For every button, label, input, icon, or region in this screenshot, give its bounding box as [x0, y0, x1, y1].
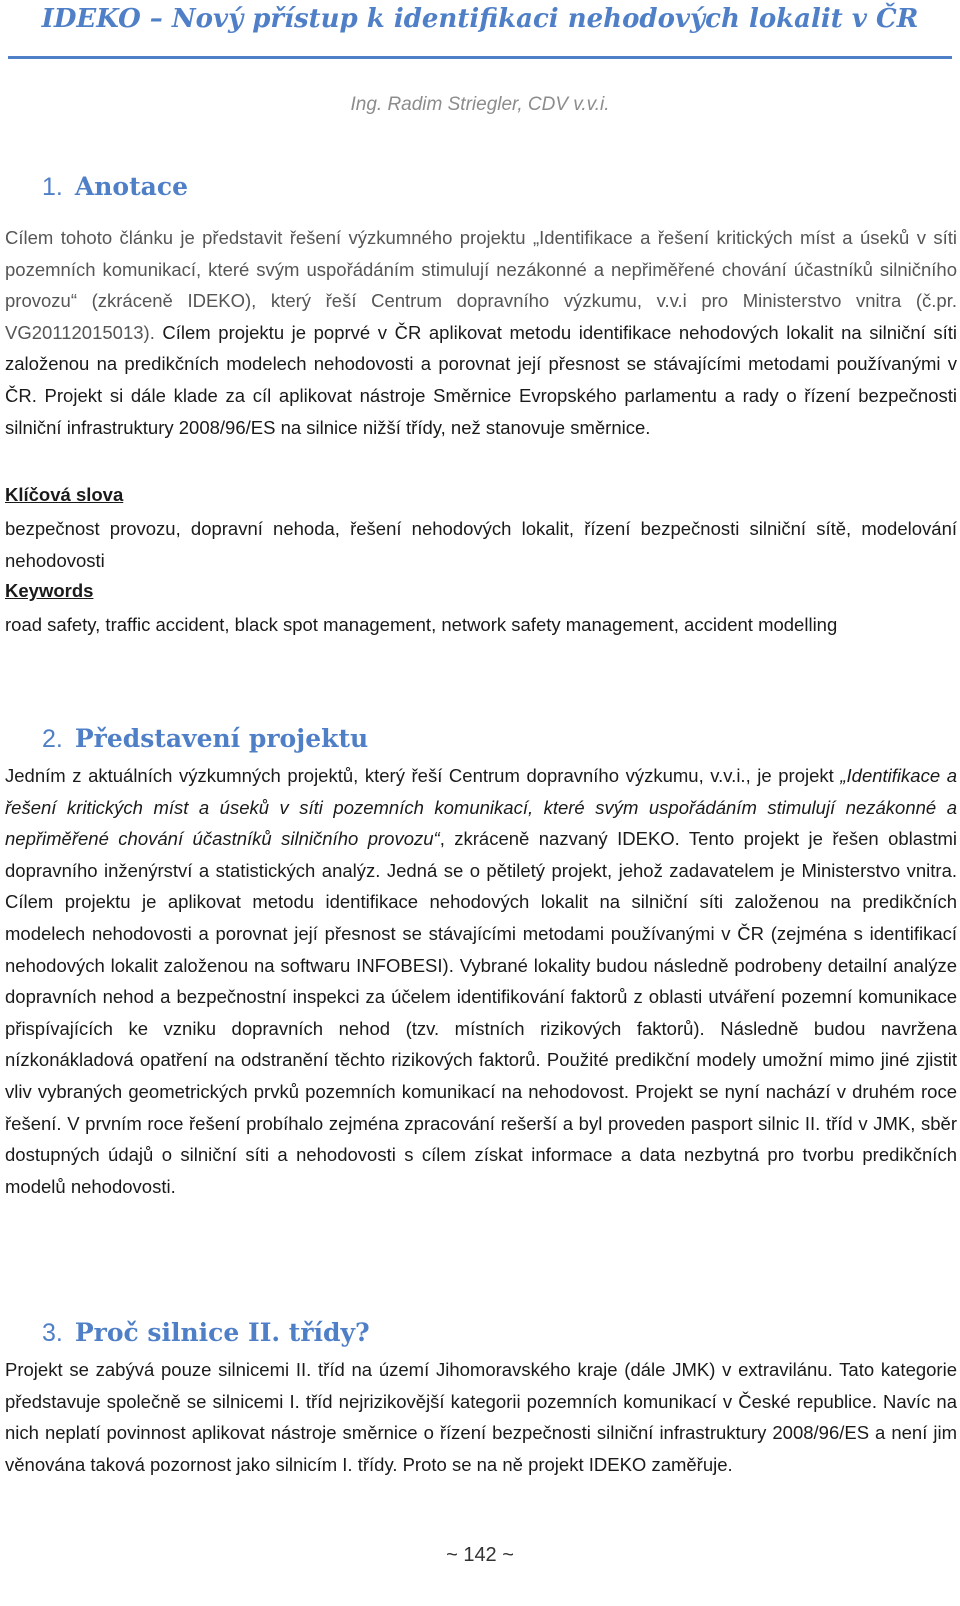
- section-heading-anotace: [42, 172, 188, 202]
- section-number: 1.: [42, 173, 63, 201]
- section-number: 3.: [42, 1319, 63, 1347]
- anotace-paragraph: [5, 222, 957, 443]
- predstaveni-text-intro: Jedním z aktuálních výzkumných projektů, který řeší Centrum dopravního výzkumu, v.v.i., je projekt: [5, 765, 841, 786]
- section-title: Anotace: [74, 172, 188, 201]
- proc-silnice-paragraph: Projekt se zabývá pouze silnicemi II. tříd na území Jihomoravského kraje (dále JMK) v extravilánu. Tato kategorie představuje společně se silnicemi I. tříd nejrizikovější kategorii pozemních komunikací v České republice. Navíc na nich neplatí povinnost aplikovat nástroje směrnice o řízení bezpečnosti silniční infrastruktury 2008/96/ES a není jim věnována taková pozornost jako silnicím I. třídy. Proto se na ně projekt IDEKO zaměřuje.: [5, 1359, 957, 1475]
- predstaveni-paragraph: [5, 760, 957, 1202]
- anotace-text-body: Cílem projektu je poprvé v ČR aplikovat metodu identifikace nehodových lokalit na silniční síti založenou na predikčních modelech nehodovosti a porovnat její přesnost se stávajícími metodami používanými v ČR. Projekt si dále klade za cíl aplikovat nástroje Směrnice Evropského parlamentu a rady o řízení bezpečnosti silniční infrastruktury 2008/96/ES na silnice nižší třídy, než stanovuje směrnice.: [5, 321, 957, 438]
- title-underline: [8, 56, 952, 59]
- predstaveni-text-body: , zkráceně nazvaný IDEKO. Tento projekt je řešen oblastmi dopravního inženýrství a statistických analýz. Jedná se o pětiletý projekt, jehož zadavatelem je Ministerstvo vnitra. Cílem projektu je aplikovat metodu identifikace nehodových lokalit na silniční síti založenou na predikčních modelech nehodovosti a porovnat její přesnost se stávajícími metodami používanými v ČR (zejména s identifikací nehodových lokalit založenou na softwaru INFOBESI). Vybrané lokality budou následně podrobeny detailní analýze dopravních nehod a bezpečnostní inspekci za účelem identifikování faktorů z oblasti utváření pozemní komunikace přispívajících ke vzniku dopravních nehod (tzv. místních rizikových faktorů). Následně budou navržena nízkonákladová opatření na odstranění těchto rizikových faktorů. Použité predikční modely umožní mimo jiné zjistit vliv vybraných geometrických prvků pozemních komunikací na nehodovost. Projekt se nyní nachází v druhém roce řešení. V prvním roce řešení probíhalo zejména zpracování rešerší a byl proveden pasport silnic II. tříd v JMK, sběr dostupných údajů o silniční síti a nehodovosti s cílem získat informace a data nezbytná pro tvorbu predikčních modelů nehodovosti.: [5, 828, 957, 1197]
- section-number: 2.: [42, 725, 63, 753]
- section-title: Představení projektu: [74, 724, 369, 753]
- project-full-name: „Identifikace a řešení kritických míst a úseků v síti pozemních komunikací, které svým uspořádáním stimulují nezákonné a nepřiměřené chování účastníků silničního provozu“: [5, 765, 957, 850]
- section-title: Proč silnice II. třídy?: [74, 1318, 370, 1347]
- keywords-en-label: Keywords: [5, 580, 94, 601]
- section-heading-proc-silnice: [42, 1318, 370, 1348]
- keywords-en-text: road safety, traffic accident, black spot management, network safety management, accident modelling: [5, 614, 838, 635]
- anotace-text-intro: Cílem tohoto článku je představit řešení výzkumného projektu „Identifikace a řešení kritických míst a úseků v síti pozemních komunikací, které svým uspořádáním stimulují nezákonné a nepřiměřené chování účastníků silničního provozu“ (zkráceně IDEKO), který řeší Centrum dopravního výzkumu, v.v.i pro Ministerstvo vnitra (č.pr. VG20112015013).: [5, 227, 957, 343]
- author-line: Ing. Radim Striegler, CDV v.v.i.: [350, 94, 610, 115]
- document-title: IDEKO – Nový přístup k identifikaci nehodových lokalit v ČR: [41, 4, 919, 34]
- keywords-cz-text: bezpečnost provozu, dopravní nehoda, řešení nehodových lokalit, řízení bezpečnosti silniční sítě, modelování nehodovosti: [5, 518, 957, 571]
- keywords-cz-label: Klíčová slova: [5, 484, 124, 505]
- section-heading-predstaveni: [42, 724, 368, 754]
- page-number: ~ 142 ~: [446, 1544, 514, 1566]
